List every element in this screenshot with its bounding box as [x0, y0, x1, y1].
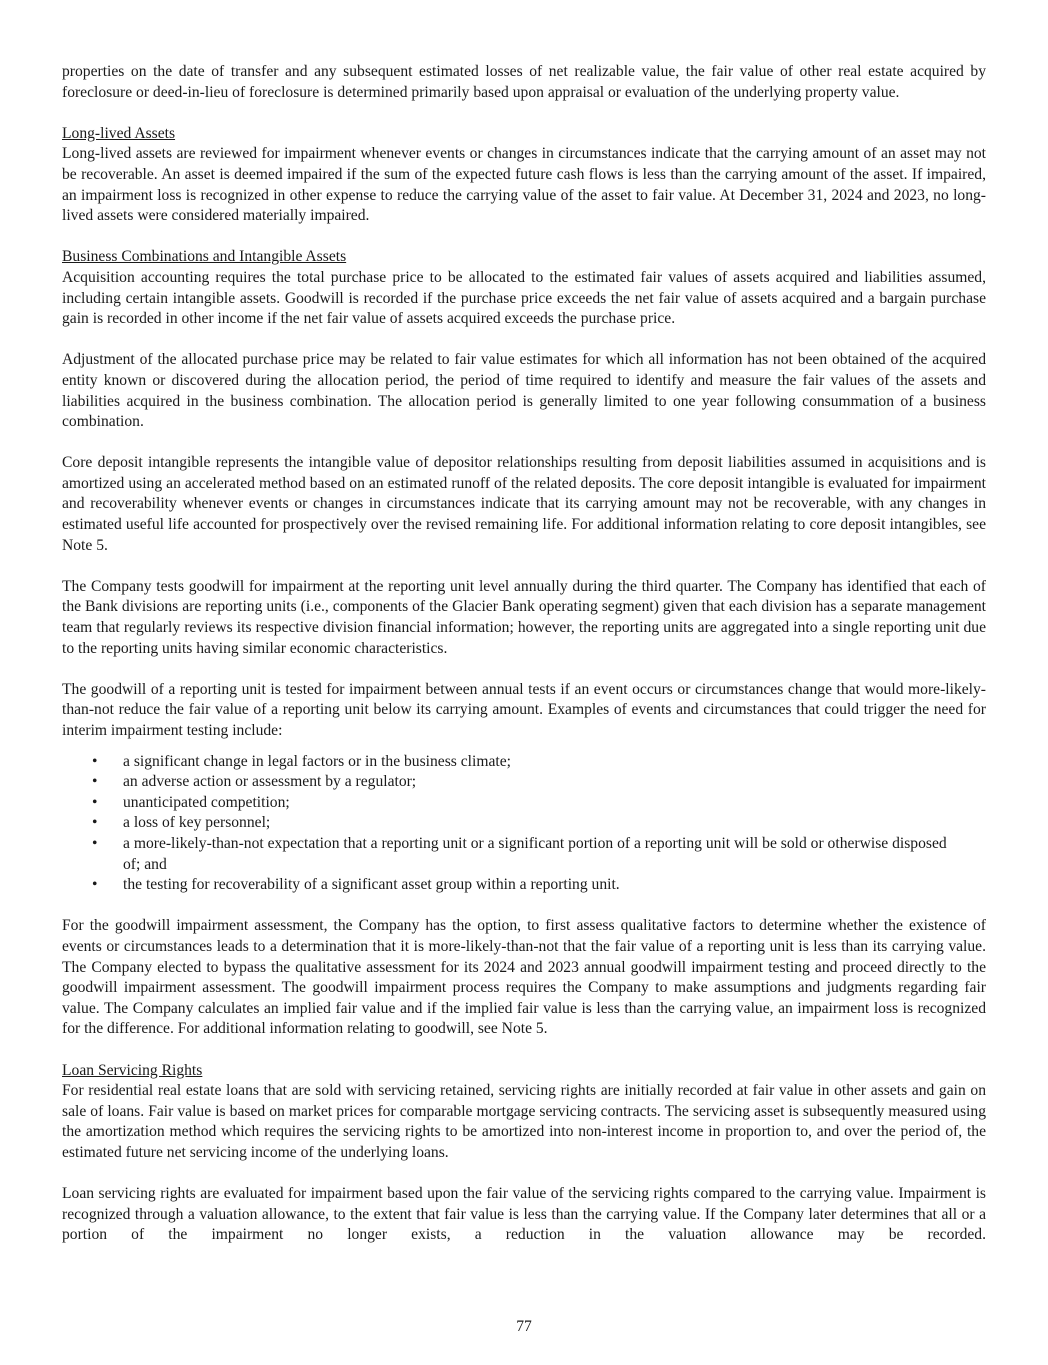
paragraph: Long-lived assets are reviewed for impairment whenever events or changes in circumstances indicate that the carrying amount of an asset may not be recoverable. An asset is deemed impaired if the sum of the expected future cash flows is less than the carrying amount of the asset. If impaired, an impairment loss is recognized in other expense to reduce the carrying value of the asset to fair value. At December 31, 2024 and 2023, no long-lived assets were considered materially impaired.	[62, 145, 986, 225]
bullet-list	[62, 752, 986, 896]
section-heading: Loan Servicing Rights	[62, 1061, 203, 1079]
list-item-text: the testing for recoverability of a significant asset group within a reporting unit.	[123, 876, 620, 894]
section-business-combinations	[62, 247, 986, 329]
paragraph: Core deposit intangible represents the intangible value of depositor relationships resulting from deposit liabilities assumed in acquisitions and is amortized using an accelerated method based on an estimated runoff of the related deposits. The core deposit intangible is evaluated for impairment and recoverability whenever events or changes in circumstances indicate that its carrying amount may not be recoverable, with any changes in estimated useful life accounted for prospectively over the revised remaining life. For additional information relating to core deposit intangibles, see Note 5.	[62, 454, 986, 554]
list-item	[62, 813, 986, 834]
bullet-icon: •	[92, 752, 98, 770]
list-item-text: a more-likely-than-not expectation that a reporting unit or a significant portion of a reporting unit will be sold or otherwise disposed of; and	[123, 834, 947, 873]
list-item	[62, 875, 986, 896]
paragraph: The goodwill of a reporting unit is tested for impairment between annual tests if an event occurs or circumstances change that would more-likely-than-not reduce the fair value of a reporting unit below its carrying amount. Examples of events and circumstances that could trigger the need for interim impairment testing include:	[62, 680, 986, 739]
bullet-icon: •	[92, 876, 98, 894]
list-item	[62, 793, 986, 814]
bullet-icon: •	[92, 834, 98, 852]
list-item	[62, 834, 986, 875]
list-item-text: unanticipated competition;	[123, 793, 290, 811]
section-heading: Business Combinations and Intangible Assets	[62, 248, 347, 266]
paragraph: Adjustment of the allocated purchase price may be related to fair value estimates for which all information has not been obtained of the acquired entity known or discovered during the allocation period, the period of time required to identify and measure the fair values of the assets and liabilities acquired in the business combination. The allocation period is generally limited to one year following consummation of a business combination.	[62, 351, 986, 431]
list-item-text: an adverse action or assessment by a regulator;	[123, 773, 417, 791]
paragraph: Acquisition accounting requires the total purchase price to be allocated to the estimated fair values of assets acquired and liabilities assumed, including certain intangible assets. Goodwill is recorded if the purchase price exceeds the net fair value of assets acquired and a bargain purchase gain is recorded in other income if the net fair value of assets acquired exceeds the purchase price.	[62, 268, 986, 328]
section-heading: Long-lived Assets	[62, 124, 176, 142]
paragraph: The Company tests goodwill for impairment at the reporting unit level annually during the third quarter. The Company has identified that each of the Bank divisions are reporting units (i.e., components of the Glacier Bank operating segment) given that each division has a separate management team that regularly reviews its respective division financial information; however, the reporting units are aggregated into a single reporting unit due to the reporting units having similar economic characteristics.	[62, 577, 986, 657]
section-loan-servicing-rights	[62, 1061, 986, 1164]
paragraph: For the goodwill impairment assessment, the Company has the option, to first assess qualitative factors to determine whether the existence of events or circumstances leads to a determination that it is more-likely-than-not that the fair value of a reporting unit is less than its carrying value. The Company elected to bypass the qualitative assessment for its 2024 and 2023 annual goodwill impairment testing and proceed directly to the goodwill impairment assessment. The goodwill impairment process requires the Company to make assumptions and judgments regarding fair value. The Company calculates an implied fair value and if the implied fair value is less than the carrying value, an impairment loss is recognized for the difference. For additional information relating to goodwill, see Note 5.	[62, 917, 986, 1038]
bullet-icon: •	[92, 773, 98, 791]
paragraph: For residential real estate loans that are sold with servicing retained, servicing rights are initially recorded at fair value in other assets and gain on sale of loans. Fair value is based on market prices for comparable mortgage servicing contracts. The servicing asset is subsequently measured using the amortization method which requires the servicing rights to be amortized into non-interest income in proportion to, and over the period of, the estimated future net servicing income of the underlying loans.	[62, 1082, 986, 1161]
document-page	[62, 62, 986, 1266]
bullet-icon: •	[92, 793, 98, 811]
bullet-icon: •	[92, 814, 98, 832]
list-item	[62, 772, 986, 793]
list-item-text: a significant change in legal factors or in the business climate;	[123, 752, 511, 770]
page-number: 77	[516, 1318, 532, 1335]
paragraph: Loan servicing rights are evaluated for impairment based upon the fair value of the servicing rights compared to the carrying value. Impairment is recognized through a valuation allowance, to the extent that fair value is less than the carrying value. If the Company later determines that all or a portion of the impairment no longer exists, a reduction in the valuation allowance may be recorded.	[62, 1185, 986, 1244]
section-long-lived-assets	[62, 124, 986, 227]
list-item-text: a loss of key personnel;	[123, 814, 271, 832]
list-item	[62, 752, 986, 773]
intro-paragraph: properties on the date of transfer and any subsequent estimated losses of net realizable value, the fair value of other real estate acquired by foreclosure or deed-in-lieu of foreclosure is determined primarily based upon appraisal or evaluation of the underlying property value.	[62, 63, 986, 101]
